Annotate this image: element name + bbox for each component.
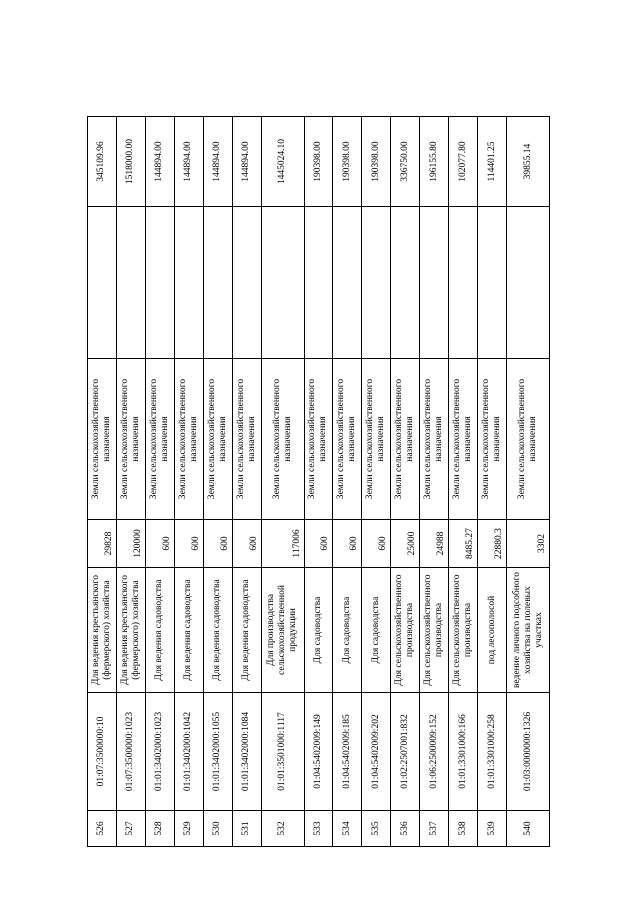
land-category: Земли сельскохозяйственного назначения bbox=[362, 359, 391, 520]
area: 600 bbox=[304, 520, 333, 568]
table-row bbox=[88, 117, 117, 847]
cadastral-value: 1445024.10 bbox=[261, 117, 304, 207]
row-number: 526 bbox=[88, 811, 117, 847]
cadastral-value: 144894.00 bbox=[174, 117, 203, 207]
land-plots-table bbox=[87, 116, 550, 847]
row-number: 529 bbox=[174, 811, 203, 847]
permitted-use: Для сельскохозяйственного производства bbox=[420, 568, 449, 693]
area: 120000 bbox=[116, 520, 145, 568]
table-row bbox=[116, 117, 145, 847]
table-row bbox=[362, 117, 391, 847]
table-row bbox=[420, 117, 449, 847]
area: 8485.27 bbox=[449, 520, 478, 568]
empty-cell bbox=[333, 207, 362, 359]
table-body bbox=[88, 117, 550, 847]
area: 600 bbox=[145, 520, 174, 568]
cadastral-number: 01:01:3402000:1023 bbox=[145, 693, 174, 811]
empty-cell bbox=[261, 207, 304, 359]
permitted-use: Для ведения крестьянского (фермерского) хозяйства bbox=[88, 568, 117, 693]
land-category: Земли сельскохозяйственного назначения bbox=[232, 359, 261, 520]
row-number: 538 bbox=[449, 811, 478, 847]
table-row bbox=[145, 117, 174, 847]
cadastral-value: 196155.80 bbox=[420, 117, 449, 207]
row-number: 535 bbox=[362, 811, 391, 847]
area: 600 bbox=[174, 520, 203, 568]
permitted-use: Для ведения крестьянского (фермерского) хозяйства bbox=[116, 568, 145, 693]
area: 600 bbox=[333, 520, 362, 568]
land-category: Земли сельскохозяйственного назначения bbox=[145, 359, 174, 520]
land-category: Земли сельскохозяйственного назначения bbox=[391, 359, 420, 520]
cadastral-number: 01:06:2500009:152 bbox=[420, 693, 449, 811]
land-category: Земли сельскохозяйственного назначения bbox=[304, 359, 333, 520]
row-number: 531 bbox=[232, 811, 261, 847]
empty-cell bbox=[203, 207, 232, 359]
cadastral-number: 01:01:3402000:1055 bbox=[203, 693, 232, 811]
table-row bbox=[478, 117, 507, 847]
permitted-use: Для ведения садоводства bbox=[174, 568, 203, 693]
table-row bbox=[391, 117, 420, 847]
land-category: Земли сельскохозяйственного назначения bbox=[333, 359, 362, 520]
cadastral-value: 190398.00 bbox=[362, 117, 391, 207]
cadastral-number: 01:04:5402009:185 bbox=[333, 693, 362, 811]
area: 24988 bbox=[420, 520, 449, 568]
cadastral-number: 01:01:3501000:1117 bbox=[261, 693, 304, 811]
table-row bbox=[449, 117, 478, 847]
cadastral-value: 336750.00 bbox=[391, 117, 420, 207]
table-row bbox=[261, 117, 304, 847]
area: 117006 bbox=[261, 520, 304, 568]
land-category: Земли сельскохозяйственного назначения bbox=[88, 359, 117, 520]
permitted-use: Для сельскохозяйственного производства bbox=[449, 568, 478, 693]
land-category: Земли сельскохозяйственного назначения bbox=[203, 359, 232, 520]
empty-cell bbox=[420, 207, 449, 359]
row-number: 537 bbox=[420, 811, 449, 847]
cadastral-number: 01:04:5402009:149 bbox=[304, 693, 333, 811]
permitted-use: Для производства сельскохозяйственной продукции bbox=[261, 568, 304, 693]
land-table-page bbox=[87, 117, 550, 847]
cadastral-value: 345109.96 bbox=[88, 117, 117, 207]
cadastral-number: 01:07:3500000:1023 bbox=[116, 693, 145, 811]
row-number: 540 bbox=[507, 811, 550, 847]
area: 25000 bbox=[391, 520, 420, 568]
row-number: 530 bbox=[203, 811, 232, 847]
permitted-use: Для сельскохозяйственного производства bbox=[391, 568, 420, 693]
permitted-use: ведение личного подсобного хозяйства на полевых участках bbox=[507, 568, 550, 693]
table-row bbox=[304, 117, 333, 847]
empty-cell bbox=[478, 207, 507, 359]
land-category: Земли сельскохозяйственного назначения bbox=[449, 359, 478, 520]
permitted-use: Для садоводства bbox=[333, 568, 362, 693]
row-number: 539 bbox=[478, 811, 507, 847]
cadastral-value: 144894.00 bbox=[145, 117, 174, 207]
rotated-table-container bbox=[87, 117, 550, 847]
permitted-use: Для ведения садоводства bbox=[145, 568, 174, 693]
cadastral-value: 102077.80 bbox=[449, 117, 478, 207]
table-row bbox=[333, 117, 362, 847]
permitted-use: Для ведения садоводства bbox=[232, 568, 261, 693]
cadastral-value: 114401.25 bbox=[478, 117, 507, 207]
empty-cell bbox=[507, 207, 550, 359]
land-category: Земли сельскохозяйственного назначения bbox=[261, 359, 304, 520]
row-number: 532 bbox=[261, 811, 304, 847]
empty-cell bbox=[304, 207, 333, 359]
row-number: 527 bbox=[116, 811, 145, 847]
table-row bbox=[507, 117, 550, 847]
land-category: Земли сельскохозяйственного назначения bbox=[478, 359, 507, 520]
empty-cell bbox=[174, 207, 203, 359]
row-number: 534 bbox=[333, 811, 362, 847]
cadastral-number: 01:01:3402000:1042 bbox=[174, 693, 203, 811]
row-number: 528 bbox=[145, 811, 174, 847]
empty-cell bbox=[145, 207, 174, 359]
land-category: Земли сельскохозяйственного назначения bbox=[420, 359, 449, 520]
table-row bbox=[174, 117, 203, 847]
land-category: Земли сельскохозяйственного назначения bbox=[116, 359, 145, 520]
table-row bbox=[232, 117, 261, 847]
empty-cell bbox=[391, 207, 420, 359]
area: 22880.3 bbox=[478, 520, 507, 568]
cadastral-number: 01:04:5402009:202 bbox=[362, 693, 391, 811]
cadastral-value: 39855.14 bbox=[507, 117, 550, 207]
cadastral-number: 01:07:3500000:10 bbox=[88, 693, 117, 811]
area: 600 bbox=[362, 520, 391, 568]
permitted-use: Для садоводства bbox=[304, 568, 333, 693]
cadastral-number: 01:01:3301000:166 bbox=[449, 693, 478, 811]
cadastral-value: 190398.00 bbox=[333, 117, 362, 207]
row-number: 533 bbox=[304, 811, 333, 847]
table-row bbox=[203, 117, 232, 847]
empty-cell bbox=[449, 207, 478, 359]
empty-cell bbox=[88, 207, 117, 359]
row-number: 536 bbox=[391, 811, 420, 847]
cadastral-number: 01:01:3402000:1084 bbox=[232, 693, 261, 811]
permitted-use: под лесополосой bbox=[478, 568, 507, 693]
cadastral-number: 01:01:3301000:258 bbox=[478, 693, 507, 811]
land-category: Земли сельскохозяйственного назначения bbox=[174, 359, 203, 520]
cadastral-number: 01:02:2507001:832 bbox=[391, 693, 420, 811]
cadastral-value: 190398.00 bbox=[304, 117, 333, 207]
area: 600 bbox=[203, 520, 232, 568]
empty-cell bbox=[232, 207, 261, 359]
permitted-use: Для ведения садоводства bbox=[203, 568, 232, 693]
empty-cell bbox=[116, 207, 145, 359]
cadastral-value: 144894.00 bbox=[203, 117, 232, 207]
permitted-use: Для садоводства bbox=[362, 568, 391, 693]
land-category: Земли сельскохозяйственного назначения bbox=[507, 359, 550, 520]
area: 3302 bbox=[507, 520, 550, 568]
area: 29828 bbox=[88, 520, 117, 568]
cadastral-value: 144894.00 bbox=[232, 117, 261, 207]
cadastral-value: 1518000.00 bbox=[116, 117, 145, 207]
empty-cell bbox=[362, 207, 391, 359]
area: 600 bbox=[232, 520, 261, 568]
cadastral-number: 01:03:0000000:1326 bbox=[507, 693, 550, 811]
